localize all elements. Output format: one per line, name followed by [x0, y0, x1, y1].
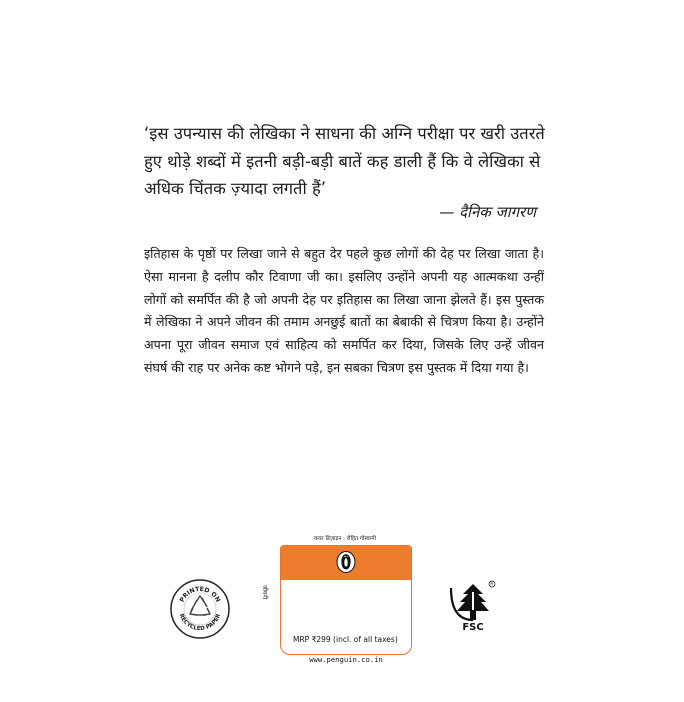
book-blurb: इतिहास के पृष्ठों पर लिखा जाने से बहुत देर पहले कुछ लोगों की देह पर लिखा जाता है। ऐसा मानना है दलीप कौर टिवाणा जी का। इसलिए उन्होंने अपनी यह आत्मकथा उन्हीं लोगों को समर्पित की है जो अपनी देह पर इतिहास का लिखा जाना झेलते हैं। इस पुस्तक में लेखिका ने अपने जीवन की तमाम अनछुई बातों का बेबाकी से चित्रण किया है। उन्होंने अपना पूरा जीवन समाज एवं साहित्य को समर्पित कर दिया, जिसके लिए उन्हें जीवन संघर्ष की राह पर अनेक कष्ट भोगने पड़े, इन सबका चित्रण इस पुस्तक में दिया गया है।: [144, 246, 544, 375]
svg-text:R: R: [490, 581, 494, 587]
price-box: [280, 545, 412, 655]
quote-text: ‘इस उपन्यास की लेखिका ने साधना की अग्नि परीक्षा पर खरी उतरते हुए थोड़े शब्दों में इतनी बड़ी-बड़ी बातें कह डाली हैं कि वे लेखिका से अधिक चिंतक ज़्यादा लगती हैं’: [144, 124, 545, 198]
svg-text:PRINTED ON: [179, 586, 222, 604]
quote-source: — दैनिक जागरण: [439, 203, 536, 221]
recycle-badge-bottom-text: RECYCLED PAPER: [177, 613, 223, 633]
cover-design-credit: कवर डिज़ाइन : रोहित गोस्वामी: [313, 536, 377, 542]
recycle-icon: [169, 578, 231, 640]
publisher-website: www.penguin.co.in: [309, 655, 383, 664]
recycle-badge-top-text: PRINTED ON: [178, 585, 222, 604]
recycled-paper-badge: [169, 578, 231, 640]
book-category: जीवनी: [261, 585, 268, 600]
fsc-label: FSC: [462, 622, 484, 633]
price-box-header: [281, 546, 411, 580]
mrp-price: MRP ₹299 (incl. of all taxes): [293, 635, 398, 644]
penguin-icon: [336, 551, 356, 573]
